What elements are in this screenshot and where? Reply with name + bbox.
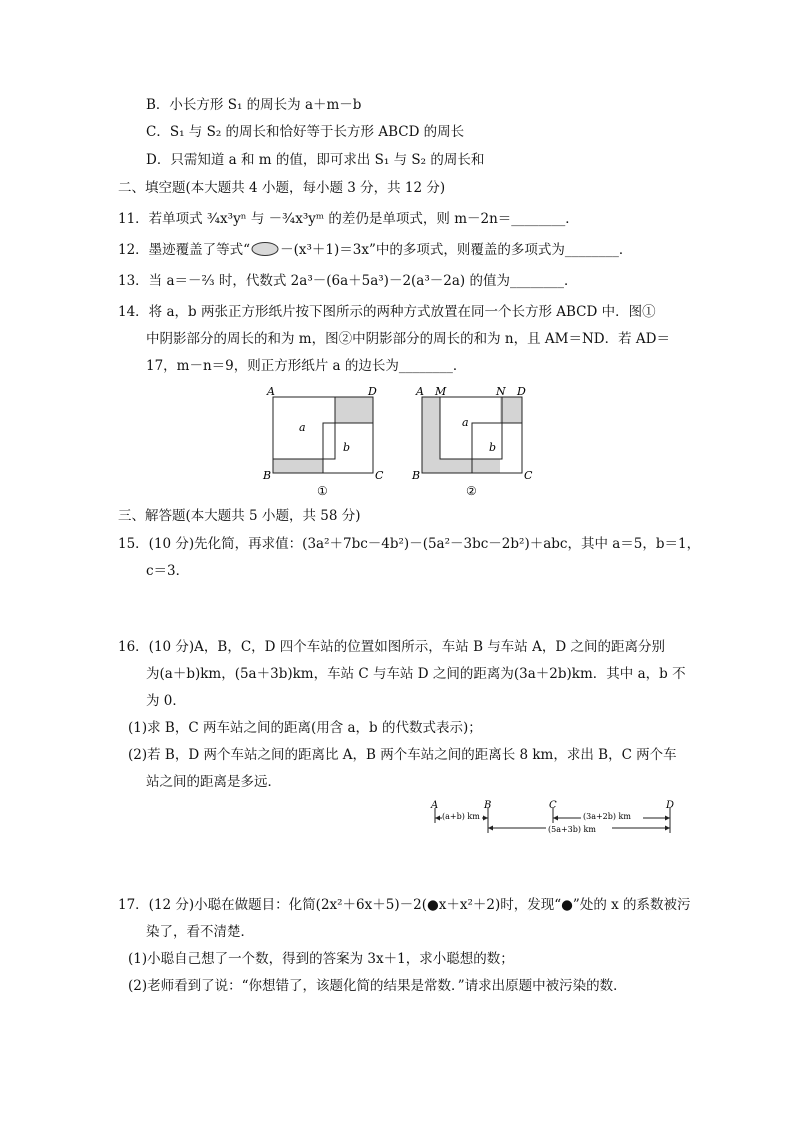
question-15-line2: c＝3． xyxy=(146,563,190,579)
station-label-B: B xyxy=(484,800,492,811)
figure-2-label-N: N xyxy=(496,385,506,398)
figure-2-label-M: M xyxy=(435,385,447,398)
figure-2-label-C: C xyxy=(524,469,533,482)
option-c: C．S₁ 与 S₂ 的周长和恰好等于长方形 ABCD 的周长 xyxy=(146,124,465,140)
figure-1-diagram xyxy=(258,382,388,498)
section-three-heading: 三、解答题(本大题共 5 小题，共 58 分) xyxy=(118,508,361,524)
option-d: D．只需知道 a 和 m 的值，即可求出 S₁ 与 S₂ 的周长和 xyxy=(146,152,485,168)
figure-2-label-a: a xyxy=(462,416,469,429)
figure-1-label-a: a xyxy=(299,421,306,434)
figure-1-label-A: A xyxy=(267,385,275,398)
station-label-C: C xyxy=(549,800,557,811)
station-distance-ab: (a+b) km xyxy=(442,812,480,821)
station-diagram xyxy=(428,798,678,838)
question-16-part1: (1)求 B，C 两车站之间的距离(用含 a，b 的代数式表示)； xyxy=(128,720,482,736)
station-distance-bd: (5a+3b) km xyxy=(548,825,596,834)
question-15-line1: 15．(10 分)先化简，再求值：(3a²＋7bc－4b²)－(5a²－3bc－2b²)＋abc，其中 a＝5，b＝1， xyxy=(118,536,701,552)
figure-2-caption: ② xyxy=(466,484,477,498)
station-label-A: A xyxy=(431,800,439,811)
question-17-part1: (1)小聪自己想了一个数，得到的答案为 3x＋1，求小聪想的数； xyxy=(128,951,514,967)
question-13: 13．当 a＝－²⁄₃ 时，代数式 2a³－(6a＋5a³)－2(a³－2a) 的值为________． xyxy=(118,273,578,289)
question-14-line1: 14．将 a，b 两张正方形纸片按下图所示的两种方式放置在同一个长方形 ABCD 中．图① xyxy=(118,304,656,320)
figure-2-label-B: B xyxy=(412,469,421,482)
figure-1-shade-top xyxy=(335,397,373,423)
figure-2-label-b: b xyxy=(489,441,497,454)
question-16-line1: 16．(10 分)A，B，C，D 四个车站的位置如图所示，车站 B 与车站 A，D 之间的距离分别 xyxy=(118,639,665,655)
section-two-heading: 二、填空题(本大题共 4 小题，每小题 3 分，共 12 分) xyxy=(118,180,446,196)
question-14-line2: 中阴影部分的周长的和为 m，图②中阴影部分的周长的和为 n，且 AM＝ND．若 AD＝ xyxy=(146,331,670,347)
station-label-D: D xyxy=(666,800,675,811)
question-11: 11．若单项式 ³⁄₄x³yⁿ 与 －³⁄₄x³yᵐ 的差仍是单项式，则 m－2n＝________． xyxy=(118,211,579,227)
question-16-line2: 为(a＋b)km，(5a＋3b)km，车站 C 与车站 D 之间的距离为(3a＋2b)km．其中 a，b 不 xyxy=(146,666,686,682)
question-17-part2: (2)老师看到了说：“你想错了，该题化简的结果是常数．”请求出原题中被污染的数． xyxy=(128,978,627,994)
question-17-line1: 17．(12 分)小聪在做题目：化简(2x²＋6x＋5)－2(●x＋x²＋2)时，发现“●”处的 x 的系数被污 xyxy=(118,897,691,913)
figure-2-diagram xyxy=(407,382,537,498)
figure-2-label-A: A xyxy=(416,385,424,398)
question-14-line3: 17，m－n＝9，则正方形纸片 a 的边长为________． xyxy=(146,358,467,374)
question-12 xyxy=(118,241,632,259)
question-16-part2-cont: 站之间的距离是多远． xyxy=(146,774,281,790)
option-b: B．小长方形 S₁ 的周长为 a＋m－b xyxy=(146,97,362,113)
figure-1-label-D: D xyxy=(368,385,377,398)
figure-2-label-D: D xyxy=(517,385,526,398)
question-17-line2: 染了，看不清楚． xyxy=(146,924,254,940)
question-16-part2: (2)若 B，D 两个车站之间的距离比 A，B 两个车站之间的距离长 8 km，求出 B，C 两个车 xyxy=(128,747,677,763)
figure-1-label-B: B xyxy=(263,469,272,482)
ink-blot-icon xyxy=(250,241,280,257)
question-12-suffix: －(x³＋1)＝3x”中的多项式，则覆盖的多项式为________． xyxy=(280,242,633,258)
figure-1-label-b: b xyxy=(343,441,351,454)
figure-1-label-C: C xyxy=(375,469,384,482)
question-16-line3: 为 0． xyxy=(146,693,186,709)
figure-1-shade-bottom xyxy=(273,459,323,473)
figure-1-caption: ① xyxy=(317,484,328,498)
station-distance-cd: (3a+2b) km xyxy=(583,812,631,821)
question-12-prefix: 12．墨迹覆盖了等式“ xyxy=(118,242,251,258)
